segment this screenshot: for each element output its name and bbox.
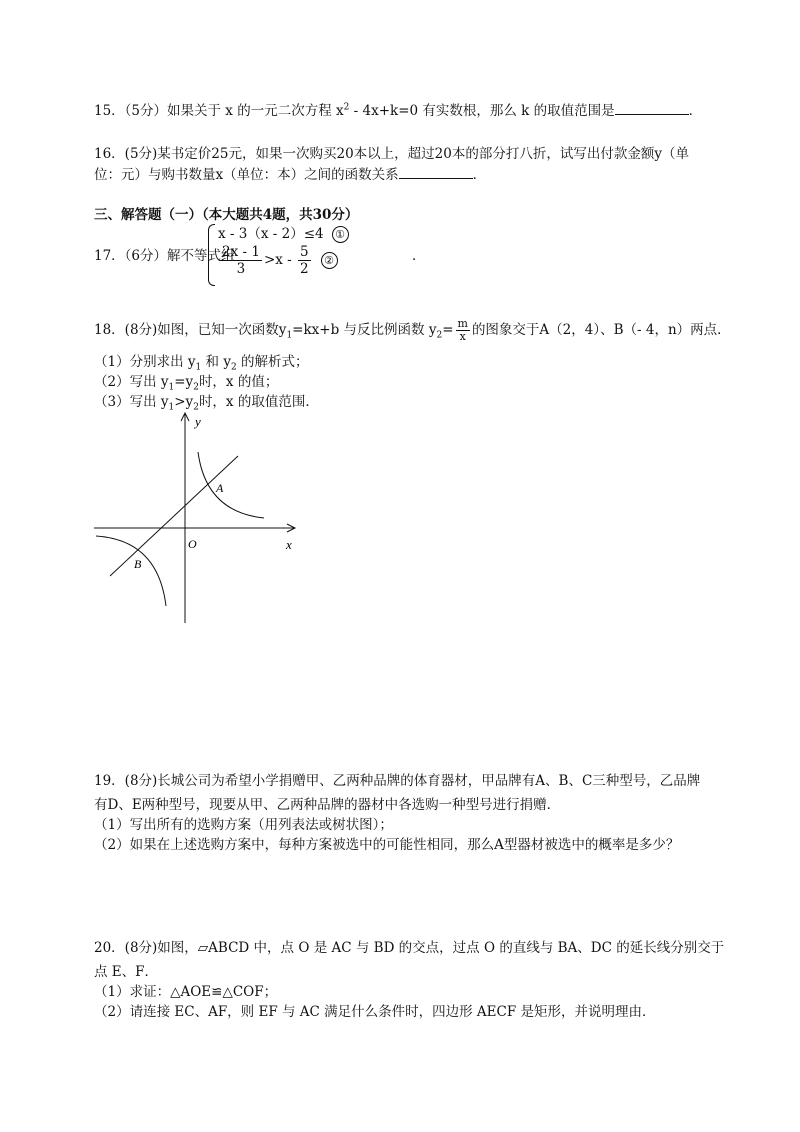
function-graph	[94, 408, 314, 628]
question-20-part1: （1）求证：△AOE≌△COF；	[94, 984, 278, 1000]
question-20-part2: （2）请连接 EC、AF，则 EF 与 AC 满足什么条件时，四边形 AECF 是矩形，并说明理由．	[94, 1004, 656, 1020]
x-axis-label: x	[286, 537, 292, 552]
question-19-part1: （1）写出所有的选购方案（用列表法或树状图）；	[94, 817, 393, 833]
answer-blank	[615, 100, 689, 115]
circled-number: ①	[332, 226, 349, 243]
fraction: $\frac{2x - 1}{3}$	[222, 244, 260, 277]
fraction: $\frac{m}{x}$	[457, 317, 468, 343]
inequality-1: x - 3（x - 2）≤4 ①	[218, 222, 349, 243]
hyperbola-branch-3	[96, 536, 166, 606]
question-20-line1: 20．(8分)如图，▱ABCD 中，点 O 是 AC 与 BD 的交点，过点 O 的直线与 BA、DC 的延长线分别交于	[94, 940, 725, 956]
answer-blank	[399, 164, 473, 179]
linear-function-line	[110, 456, 238, 576]
question-18-part3: （3）写出 $y_1>y_2$时，x 的取值范围．	[94, 394, 319, 413]
question-17-label: 17．（6分）解不等式组	[94, 248, 235, 264]
question-19-line1: 19．(8分)长城公司为希望小学捐赠甲、乙两种品牌的体育器材，甲品牌有A、B、C三种型号，乙品牌	[94, 773, 701, 789]
circled-number: ②	[321, 252, 338, 269]
question-18-part2: （2）写出 $y_1=y_2$时，x 的值；	[94, 374, 279, 393]
question-15: 15．（5分）如果关于 x 的一元二次方程 $x^2 - 4x+k=0$ 有实数根，那么 k 的取值范围是 ．	[94, 100, 702, 121]
brace	[208, 224, 215, 286]
period: ．	[412, 248, 426, 264]
question-16-line2: 位：元）与购书数量x（单位：本）之间的函数关系 ．	[94, 164, 486, 185]
question-19-part2: （2）如果在上述选购方案中，每种方案被选中的可能性相同，那么A型器材被选中的概率是多少？	[94, 837, 680, 853]
fraction: $\frac{5}{2}$	[300, 244, 309, 277]
point-a-label: A	[216, 481, 224, 495]
origin-label: O	[188, 537, 197, 551]
question-20-line2: 点 E、F．	[94, 964, 159, 980]
question-19-line2: 有D、E两种型号，现要从甲、乙两种品牌的器材中各选购一种型号进行捐赠．	[94, 797, 561, 813]
question-16-line1: 16．(5分)某书定价25元，如果一次购买20本以上，超过20本的部分打八折，试写出付款金额y（单	[94, 146, 689, 162]
question-18-part1: （1）分别求出 $y_1$ 和 $y_2$ 的解析式；	[94, 354, 309, 373]
y-axis-label: y	[195, 414, 201, 429]
point-b-label: B	[134, 557, 142, 571]
section-heading: 三、解答题（一）（本大题共4题，共30分）	[94, 207, 359, 223]
question-18-text: 18．(8分)如图，已知一次函数$y_1=kx+b$ 与反比例函数 $y_2=$ $\frac{m}{x}$ 的图象交于A（2，4）、B（- 4，n）两点．	[94, 317, 731, 343]
inequality-2: $\frac{2x - 1}{3}$ >x - $\frac{5}{2}$ ②	[218, 244, 338, 277]
inequality-system	[208, 222, 408, 288]
